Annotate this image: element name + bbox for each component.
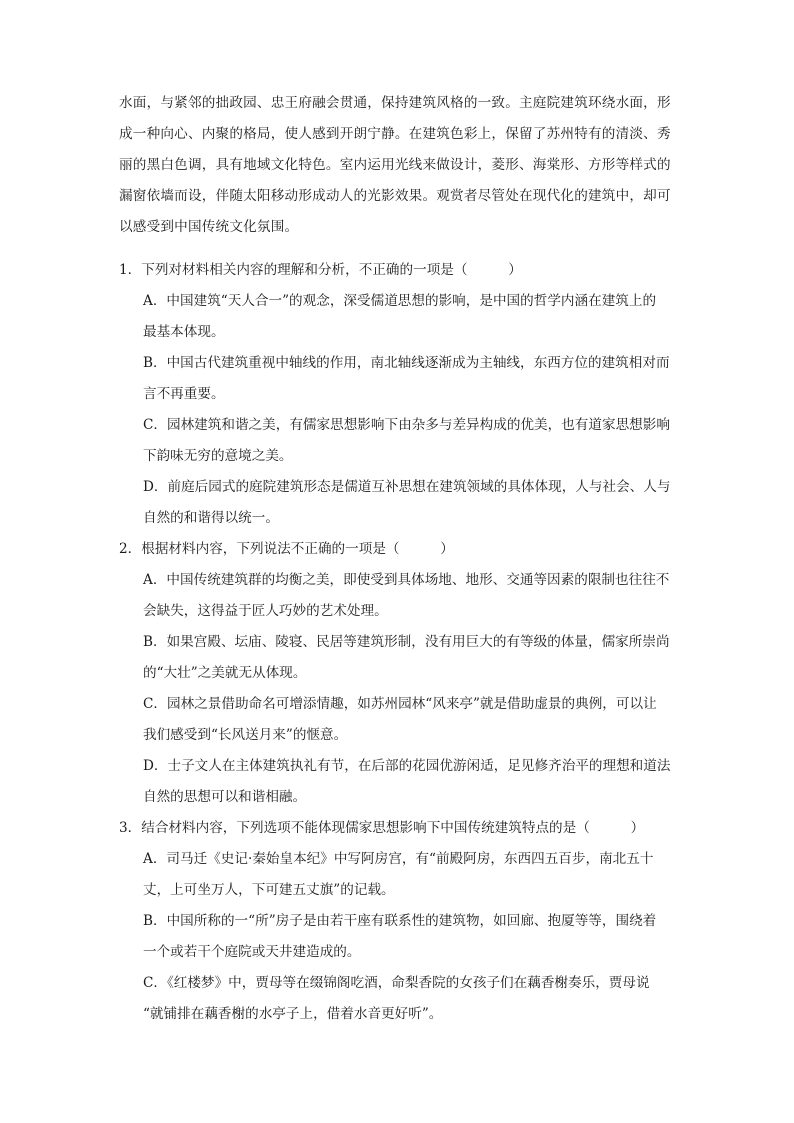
intro-line: 成一种向心、内聚的格局，使人感到开朗宁静。在建筑色彩上，保留了苏州特有的清淡、秀: [119, 126, 671, 142]
option-c: [143, 689, 679, 751]
option-d: [143, 472, 679, 534]
question-1: [119, 255, 679, 534]
option-line: B．中国所称的一“所”房子是由若干座有联系性的建筑物，如回廊、抱厦等等，围绕着: [143, 913, 657, 929]
option-line: A．司马迁《史记·秦始皇本纪》中写阿房宫，有“前殿阿房，东西四五百步，南北五十: [143, 851, 654, 867]
option-d: [143, 751, 679, 813]
intro-line: 漏窗依墙而设，伴随太阳移动形成动人的光影效果。观赏者尽管处在现代化的建筑中，却可: [119, 188, 671, 204]
option-line: “就铺排在藕香榭的水亭子上，借着水音更好听”。: [143, 1006, 443, 1022]
option-line: 自然的思想可以和谐相融。: [143, 789, 307, 805]
option-line: 下韵味无穷的意境之美。: [143, 448, 293, 464]
option-b: [143, 348, 679, 410]
question-2: [119, 534, 679, 813]
intro-line: 水面，与紧邻的拙政园、忠王府融会贯通，保持建筑风格的一致。主庭院建筑环绕水面，形: [119, 95, 671, 111]
option-line: 的“大壮”之美就无从体现。: [143, 665, 307, 681]
question-stem: 2．根据材料内容，下列说法不正确的一项是（ ）: [119, 541, 454, 557]
option-a: [143, 565, 679, 627]
option-line: 最基本体现。: [143, 324, 225, 340]
option-line: A．中国传统建筑群的均衡之美，即使受到具体场地、地形、交通等因素的限制也往往不: [143, 572, 670, 588]
intro-paragraph: [119, 88, 679, 243]
option-line: B．中国古代建筑重视中轴线的作用，南北轴线逐渐成为主轴线，东西方位的建筑相对而: [143, 355, 670, 371]
option-b: [143, 627, 679, 689]
option-line: 自然的和谐得以统一。: [143, 510, 279, 526]
option-line: D．士子文人在主体建筑执礼有节，在后部的花园优游闲适，足见修齐治平的理想和道法: [143, 758, 671, 774]
option-line: C．《红楼梦》中，贾母等在缀锦阁吃酒，命梨香院的女孩子们在藕香榭奏乐，贾母说: [143, 975, 650, 991]
option-a: [143, 286, 679, 348]
option-line: 我们感受到“长风送月来”的惬意。: [143, 727, 348, 743]
option-line: 一个或若干个庭院或天井建造成的。: [143, 944, 361, 960]
option-b: [143, 906, 679, 968]
question-stem: 3．结合材料内容，下列选项不能体现儒家思想影响下中国传统建筑特点的是（ ）: [119, 820, 645, 836]
option-line: B．如果宫殿、坛庙、陵寝、民居等建筑形制，没有用巨大的有等级的体量，儒家所崇尚: [143, 634, 670, 650]
option-c: [143, 968, 679, 1030]
option-line: C．园林建筑和谐之美，有儒家思想影响下由杂多与差异构成的优美，也有道家思想影响: [143, 417, 670, 433]
option-line: D．前庭后园式的庭院建筑形态是儒道互补思想在建筑领域的具体体现，人与社会、人与: [143, 479, 671, 495]
intro-line: 以感受到中国传统文化氛围。: [119, 219, 299, 235]
question-3: [119, 813, 679, 1030]
question-stem: 1．下列对材料相关内容的理解和分析，不正确的一项是（ ）: [119, 262, 522, 278]
option-line: 丈，上可坐万人，下可建五丈旗”的记载。: [143, 882, 395, 898]
option-line: 会缺失，这得益于匠人巧妙的艺术处理。: [143, 603, 388, 619]
option-line: 言不再重要。: [143, 386, 225, 402]
option-line: C．园林之景借助命名可增添情趣，如苏州园林“风来亭”就是借助虚景的典例，可以让: [143, 696, 657, 712]
intro-line: 丽的黑白色调，具有地域文化特色。室内运用光线来做设计，菱形、海棠形、方形等样式的: [119, 157, 671, 173]
option-line: A．中国建筑“天人合一”的观念，深受儒道思想的影响，是中国的哲学内涵在建筑上的: [143, 293, 657, 309]
option-c: [143, 410, 679, 472]
option-a: [143, 844, 679, 906]
